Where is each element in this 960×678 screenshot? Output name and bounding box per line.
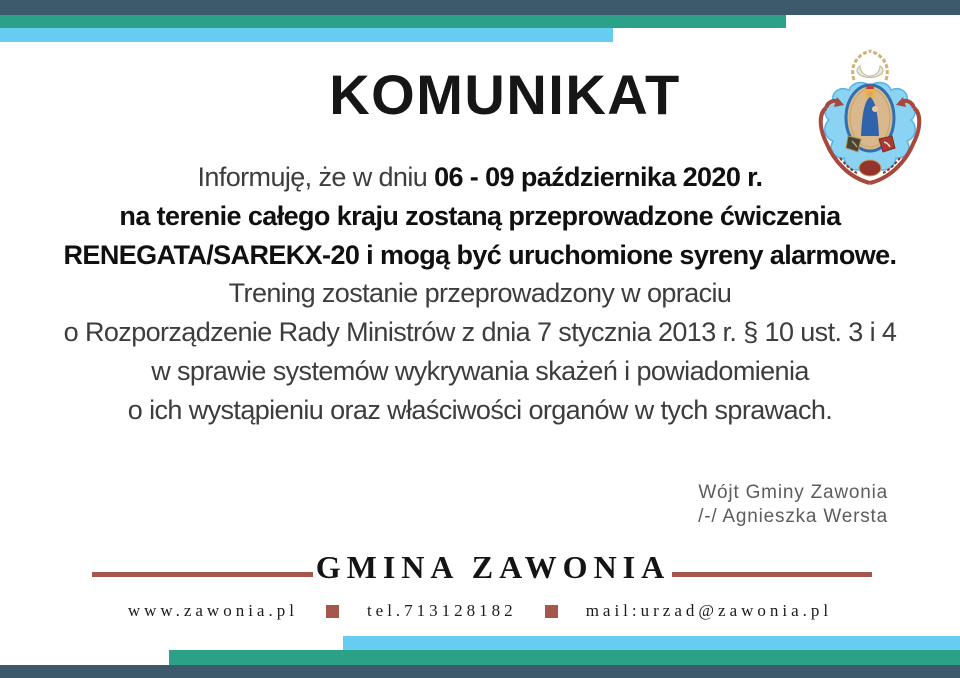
square-separator-icon <box>326 605 339 618</box>
square-separator-icon <box>545 605 558 618</box>
footer-website: www.zawonia.pl <box>127 601 298 620</box>
body-line-6: w sprawie systemów wykrywania skażeń i powiadomienia <box>151 355 809 386</box>
top-bar-green <box>0 15 786 28</box>
top-bar-dark <box>0 0 960 15</box>
footer-phone: tel.713128182 <box>366 601 517 620</box>
body-line-1-bold: 06 - 09 października 2020 r. <box>434 162 763 192</box>
divider-right <box>672 572 872 577</box>
signature-block <box>698 481 888 529</box>
org-name: GMINA ZAWONIA <box>315 549 671 585</box>
bottom-bar-green <box>169 650 960 665</box>
bottom-bar-blue <box>343 636 960 650</box>
body-line-4: Trening zostanie przeprowadzony w opraciu <box>228 278 732 309</box>
madonna-head <box>867 91 873 97</box>
footer-contacts <box>0 601 960 621</box>
footer-email: mail:urzad@zawonia.pl <box>585 601 833 620</box>
body-line-3: RENEGATA/SAREKX-20 i mogą być uruchomione syreny alarmowe. <box>63 239 897 270</box>
signature-name: /-/ Agnieszka Wersta <box>698 506 888 527</box>
top-bar-blue <box>0 28 613 42</box>
bottom-bar-dark <box>0 665 960 678</box>
announcement-body <box>0 158 960 430</box>
child-figure <box>872 106 878 112</box>
body-line-1 <box>0 158 960 197</box>
page-title: KOMUNIKAT <box>329 63 681 126</box>
body-line-1-regular: Informuję, że w dniu <box>197 162 435 192</box>
crescent-icon <box>857 66 883 77</box>
body-line-5: o Rozporządzenie Rady Ministrów z dnia 7 stycznia 2013 r. § 10 ust. 3 i 4 <box>63 317 897 348</box>
body-line-7: o ich wystąpieniu oraz właściwości organów w tych sprawach. <box>127 394 833 425</box>
signature-role: Wójt Gminy Zawonia <box>698 482 888 503</box>
body-line-2: na terenie całego kraju zostaną przeprowadzone ćwiczenia <box>119 200 841 231</box>
crown-icon <box>866 85 874 89</box>
